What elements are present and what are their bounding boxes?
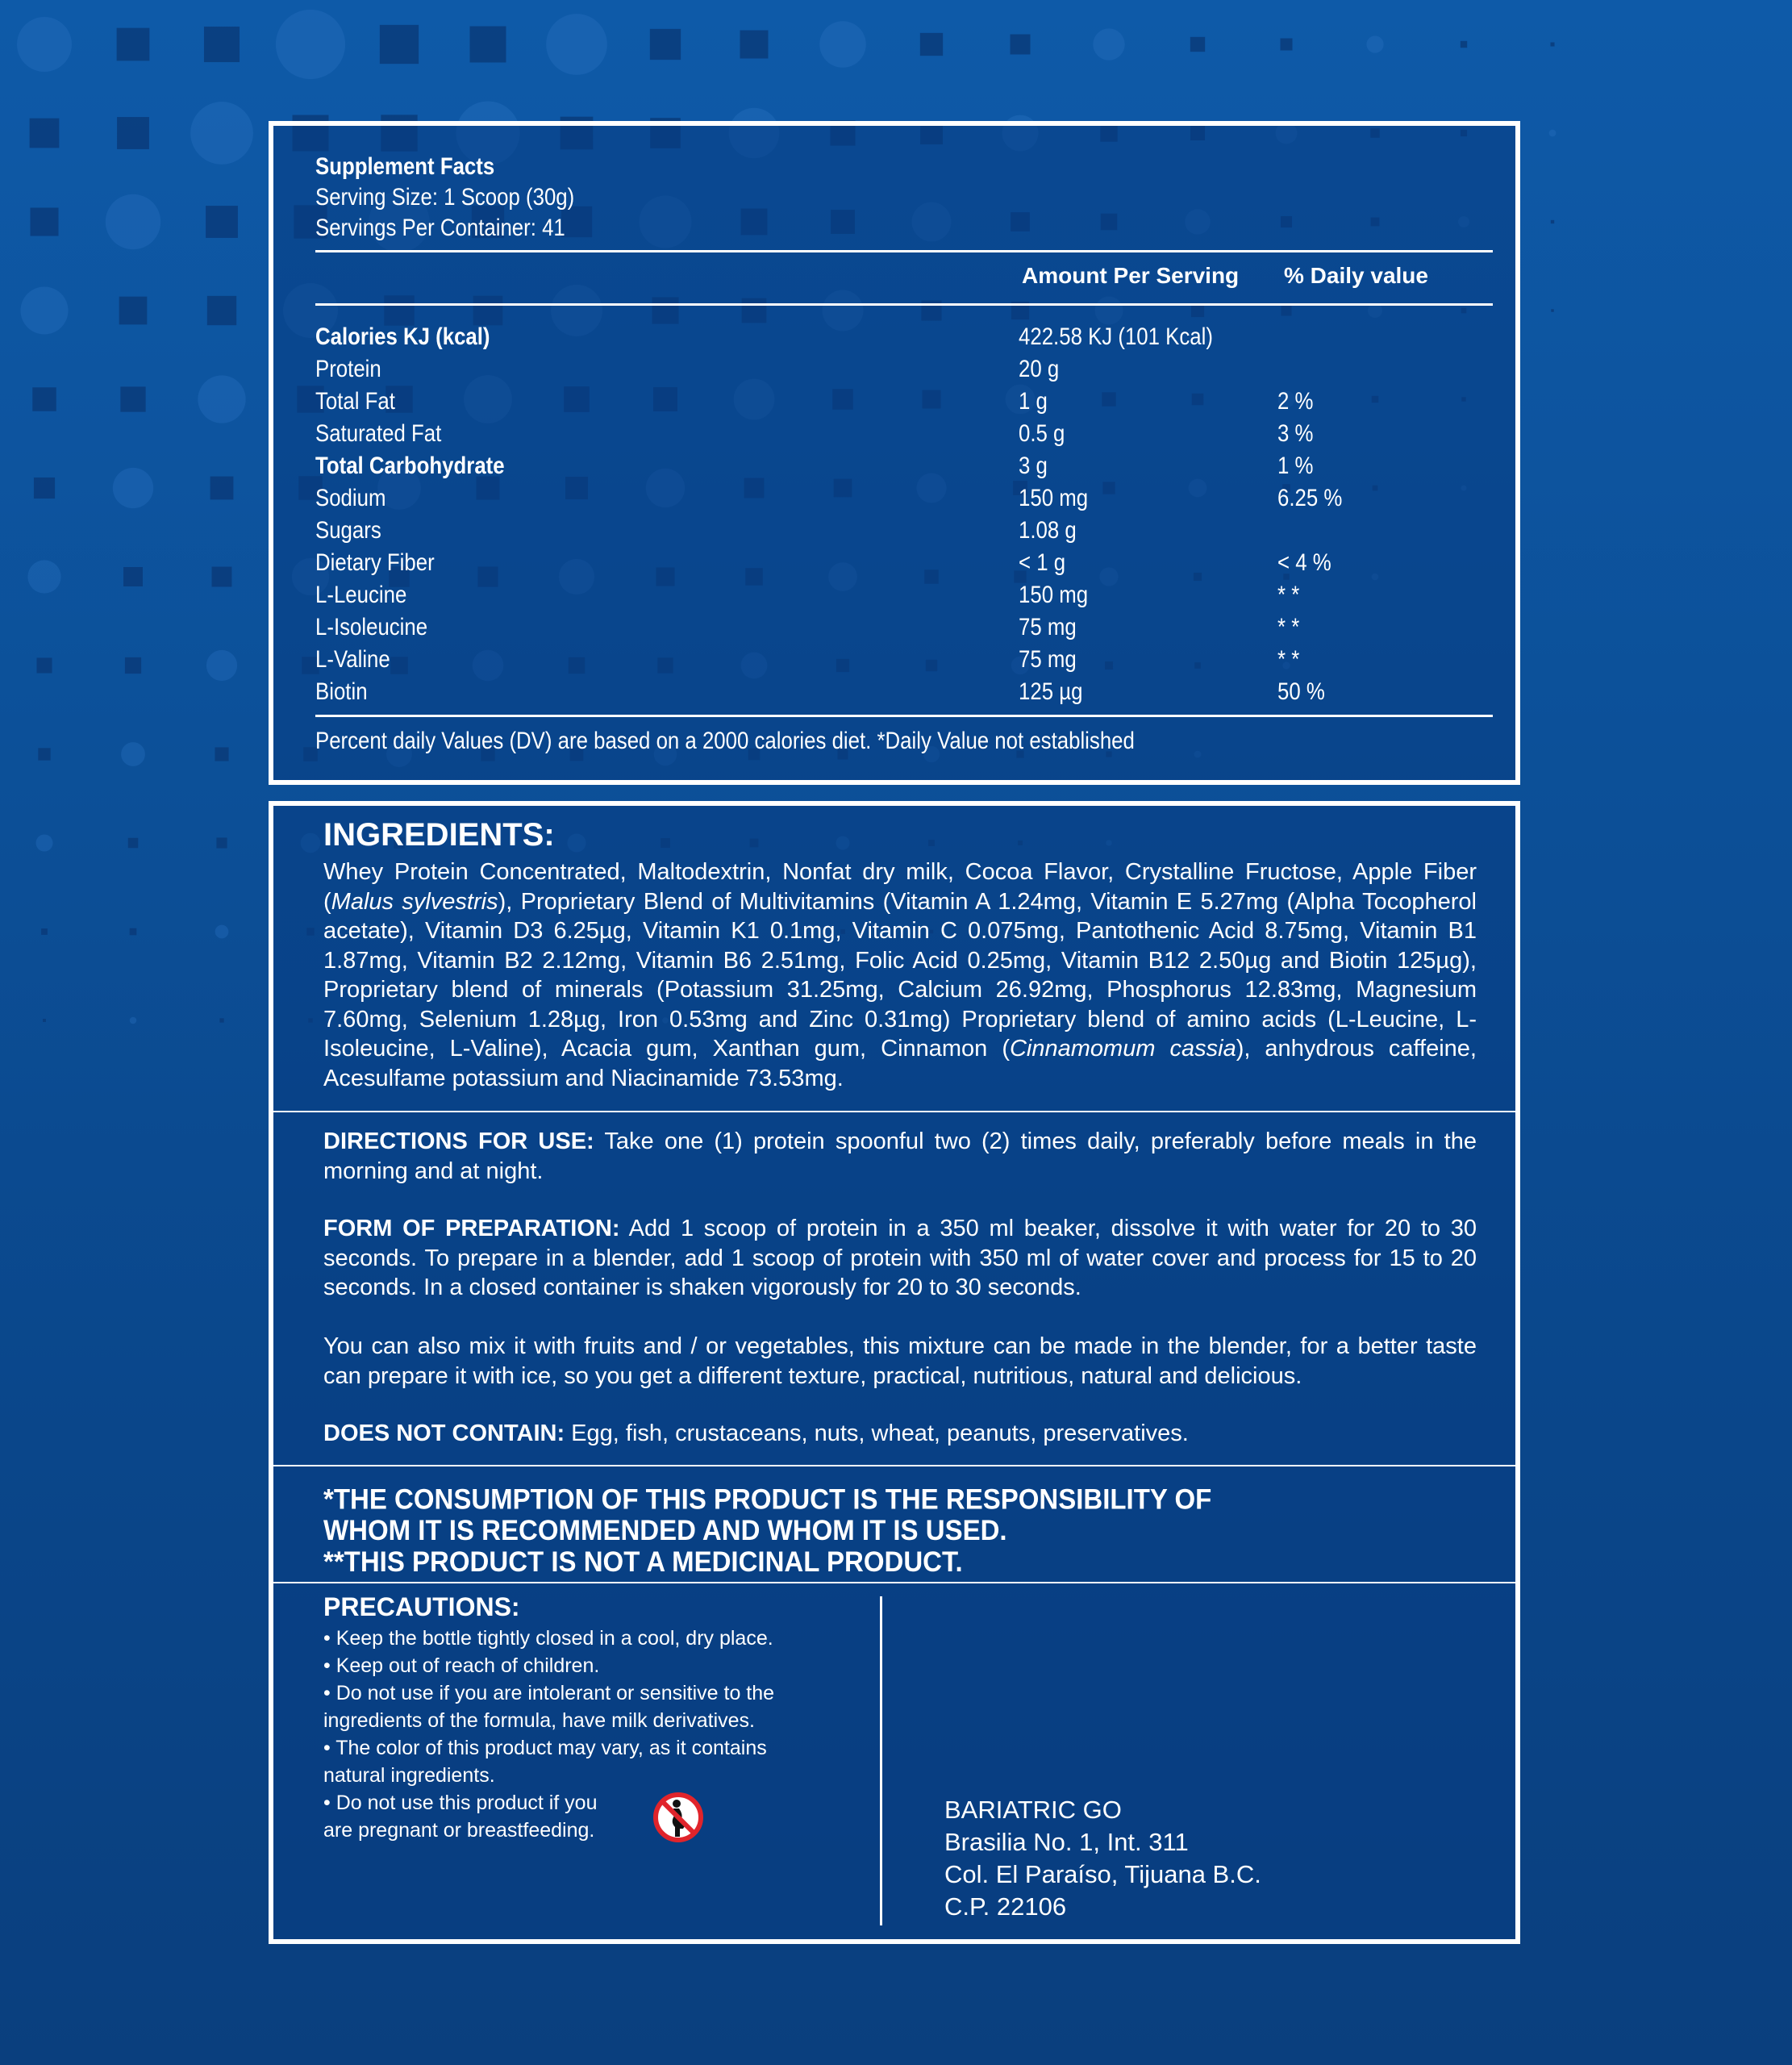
pattern-dot: [1551, 220, 1554, 223]
serving-size: Serving Size: 1 Scoop (30g): [315, 184, 575, 211]
pattern-dot: [380, 25, 419, 64]
precautions-list: [323, 1625, 848, 1844]
pattern-dot: [106, 194, 160, 249]
nutrient-daily-value: 2 %: [1277, 388, 1314, 415]
nutrient-name: Total Carbohydrate: [315, 453, 505, 479]
pattern-dot: [117, 28, 150, 61]
address-city: Col. El Paraíso, Tijuana B.C.: [944, 1860, 1261, 1888]
precaution-line: • The color of this product may vary, as it contains: [323, 1737, 767, 1759]
nutrient-amount: 75 mg: [1019, 614, 1077, 640]
col-dv-header: % Daily value: [1284, 263, 1428, 288]
nutrient-daily-value: * *: [1277, 646, 1300, 673]
does-not-contain-text: DOES NOT CONTAIN: Egg, fish, crustaceans, nuts, wheat, peanuts, preservatives.: [323, 1420, 1189, 1446]
nutrient-amount: 0.5 g: [1019, 420, 1065, 447]
nutrient-daily-value: < 4 %: [1277, 549, 1331, 576]
nutrient-amount: 75 mg: [1019, 646, 1077, 673]
pattern-dot: [36, 657, 52, 673]
pattern-dot: [1366, 35, 1383, 52]
nutrient-daily-value: * *: [1277, 614, 1300, 640]
pattern-dot: [1011, 35, 1031, 55]
col-amount-header: Amount Per Serving: [1022, 263, 1240, 288]
nutrient-row: [315, 579, 1493, 611]
pattern-dot: [650, 29, 681, 60]
pattern-dot: [34, 478, 55, 499]
pattern-dot: [920, 33, 943, 56]
nutrient-row: [315, 353, 1493, 386]
precaution-line: natural ingredients.: [323, 1764, 495, 1787]
pattern-dot: [206, 650, 237, 681]
pattern-dot: [35, 834, 52, 851]
precaution-line: • Do not use if you are intolerant or sensitive to the: [323, 1682, 775, 1704]
pattern-dot: [1551, 309, 1553, 311]
pattern-dot: [276, 10, 345, 79]
preparation-text: FORM OF PREPARATION: Add 1 scoop of protein in a 350 ml beaker, dissolve it with water for 20 to 30 seconds. To prepare in a blender, add 1 scoop of protein with 350 ml of water cover and process for 15 to 20 seconds. In a closed container is shaken vigorously for 20 to 30 seconds.: [323, 1216, 1477, 1300]
nutrient-row: [315, 482, 1493, 515]
servings-per-container: Servings Per Container: 41: [315, 215, 565, 241]
pattern-dot: [546, 14, 607, 75]
nutrient-name: Biotin: [315, 678, 368, 705]
nutrient-amount: 3 g: [1019, 453, 1048, 479]
pattern-dot: [27, 560, 60, 593]
pattern-dot: [20, 286, 68, 334]
nutrient-name: Protein: [315, 356, 381, 382]
directions-text: DIRECTIONS FOR USE: Take one (1) protein spoonful two (2) times daily, preferably before meals in the morning and at night.: [323, 1128, 1477, 1184]
pattern-dot: [219, 1018, 223, 1022]
pattern-dot: [38, 748, 50, 760]
supplement-facts-panel: [269, 121, 1520, 785]
pattern-dot: [43, 1019, 46, 1022]
pattern-dot: [215, 925, 229, 939]
nutrient-daily-value: 50 %: [1277, 678, 1325, 705]
nutrient-amount: 150 mg: [1019, 485, 1089, 511]
pattern-dot: [210, 477, 234, 500]
pattern-dot: [41, 928, 48, 935]
pattern-dot: [32, 387, 56, 411]
address-postal: C.P. 22106: [944, 1892, 1067, 1921]
nutrient-row: [315, 547, 1493, 579]
product-info-panel: [269, 801, 1520, 1944]
nutrient-amount: < 1 g: [1019, 549, 1066, 576]
pattern-dot: [17, 17, 72, 72]
nutrient-name: Dietary Fiber: [315, 549, 435, 576]
nutrient-amount: 20 g: [1019, 356, 1060, 382]
nutrient-daily-value: 6.25 %: [1277, 485, 1343, 511]
nutrient-name: Sodium: [315, 485, 386, 511]
facts-divider-header: [315, 303, 1493, 306]
pattern-dot: [130, 1017, 137, 1024]
facts-divider-top: [315, 250, 1493, 252]
pattern-dot: [125, 657, 141, 674]
pattern-dot: [117, 117, 149, 149]
pattern-dot: [119, 297, 148, 325]
facts-divider-bottom: [315, 715, 1493, 717]
pattern-dot: [215, 747, 228, 761]
nutrient-row: [315, 450, 1493, 482]
nutrient-daily-value: * *: [1277, 582, 1300, 608]
section-divider: [273, 1582, 1515, 1583]
pattern-dot: [30, 119, 60, 148]
pattern-dot: [207, 296, 236, 325]
pattern-dot: [819, 21, 866, 68]
pattern-dot: [212, 567, 232, 587]
nutrient-row: [315, 611, 1493, 644]
nutrient-daily-value: 1 %: [1277, 453, 1314, 479]
precaution-line: • Keep out of reach of children.: [323, 1654, 600, 1677]
nutrient-amount: 125 µg: [1019, 678, 1083, 705]
pattern-dot: [30, 207, 58, 236]
pattern-dot: [1549, 130, 1557, 137]
nutrient-name: Sugars: [315, 517, 381, 544]
nutrient-row: [315, 515, 1493, 547]
pattern-dot: [470, 27, 506, 63]
nutrient-name: Calories KJ (kcal): [315, 323, 490, 350]
responsibility-warning: *THE CONSUMPTION OF THIS PRODUCT IS THE RESPONSIBILITY OF WHOM IT IS RECOMMENDED AND WHOM IT IS USED. **THIS PRODUCT IS NOT A MEDICINAL PRODUCT.: [323, 1482, 1212, 1578]
precautions-title: PRECAUTIONS:: [323, 1592, 520, 1621]
nutrient-name: L-Leucine: [315, 582, 407, 608]
manufacturer-address: [944, 1794, 1261, 1923]
nutrient-amount: 422.58 KJ (101 Kcal): [1019, 323, 1213, 350]
column-divider: [880, 1596, 882, 1925]
facts-title: Supplement Facts: [315, 153, 495, 180]
precaution-line: • Keep the bottle tightly closed in a cool, dry place.: [323, 1627, 773, 1650]
nutrient-row: [315, 676, 1493, 708]
pattern-dot: [121, 742, 145, 766]
nutrient-amount: 1 g: [1019, 388, 1048, 415]
nutrient-row: [315, 321, 1493, 353]
pattern-dot: [130, 928, 137, 936]
mix-text: You can also mix it with fruits and / or vegetables, this mixture can be made in the blender, for a better taste can prepare it with ice, so you get a different texture, practical, nutritious, natural and delicious.: [323, 1333, 1477, 1389]
pattern-dot: [128, 838, 139, 849]
pattern-dot: [216, 837, 227, 848]
pattern-dot: [1093, 28, 1124, 60]
nutrient-amount: 150 mg: [1019, 582, 1089, 608]
nutrient-name: Saturated Fat: [315, 420, 442, 447]
section-divider: [273, 1465, 1515, 1466]
nutrient-daily-value: 3 %: [1277, 420, 1314, 447]
section-divider: [273, 1111, 1515, 1112]
nutrient-name: L-Valine: [315, 646, 390, 673]
nutrient-row: [315, 644, 1493, 676]
precaution-line: ingredients of the formula, have milk derivatives.: [323, 1709, 755, 1732]
pattern-dot: [190, 102, 253, 165]
pattern-dot: [1280, 38, 1292, 50]
pattern-dot: [740, 31, 769, 59]
nutrient-row: [315, 418, 1493, 450]
ingredients-text: Whey Protein Concentrated, Maltodextrin, Nonfat dry milk, Cocoa Flavor, Crystalline Fructose, Apple Fiber (Malus sylvestris), Proprietary Blend of Multivitamins (Vitamin A 1.24mg, Vitamin E 5.27mg (Alpha Tocopherol acetate), Vitamin D3 6.25µg, Vitamin K1 0.1mg, Vitamin C 0.075mg, Pantothenic Acid 8.75mg, Vitamin B1 1.87mg, Vitamin B2 2.12mg, Vitamin B6 2.51mg, Folic Acid 0.25mg, Vitamin B12 2.50µg and Biotin 125µg), Proprietary blend of minerals (Potassium 31.25mg, Calcium 26.92mg, Phosphorus 12.83mg, Magnesium 7.60mg, Selenium 1.28µg, Iron 0.53mg and Zinc 0.31mg) Proprietary blend of amino acids (L-Leucine, L-Isoleucine, L-Valine), Acacia gum, Xanthan gum, Cinnamon (Cinnamomum cassia), anhydrous caffeine, Acesulfame potassium and Niacinamide 73.53mg.: [323, 859, 1477, 1091]
company-name: BARIATRIC GO: [944, 1796, 1122, 1824]
no-pregnancy-icon: [652, 1792, 704, 1843]
pattern-dot: [206, 206, 238, 238]
nutrient-amount: 1.08 g: [1019, 517, 1077, 544]
pattern-dot: [113, 468, 153, 508]
pattern-dot: [198, 375, 245, 423]
nutrient-name: Total Fat: [315, 388, 395, 415]
ingredients-heading: INGREDIENTS:: [323, 817, 555, 853]
pattern-dot: [1461, 41, 1467, 48]
pattern-dot: [204, 27, 240, 62]
nutrient-name: L-Isoleucine: [315, 614, 428, 640]
facts-footnote: Percent daily Values (DV) are based on a 2000 calories diet. *Daily Value not established: [315, 728, 1135, 754]
precaution-line: • Do not use this product if you: [323, 1792, 598, 1814]
pattern-dot: [120, 386, 145, 411]
pattern-dot: [123, 567, 143, 586]
pattern-dot: [1190, 37, 1205, 52]
pattern-dot: [1550, 42, 1554, 46]
precaution-line: are pregnant or breastfeeding.: [323, 1819, 595, 1842]
address-street: Brasilia No. 1, Int. 311: [944, 1828, 1189, 1856]
nutrient-row: [315, 386, 1493, 418]
